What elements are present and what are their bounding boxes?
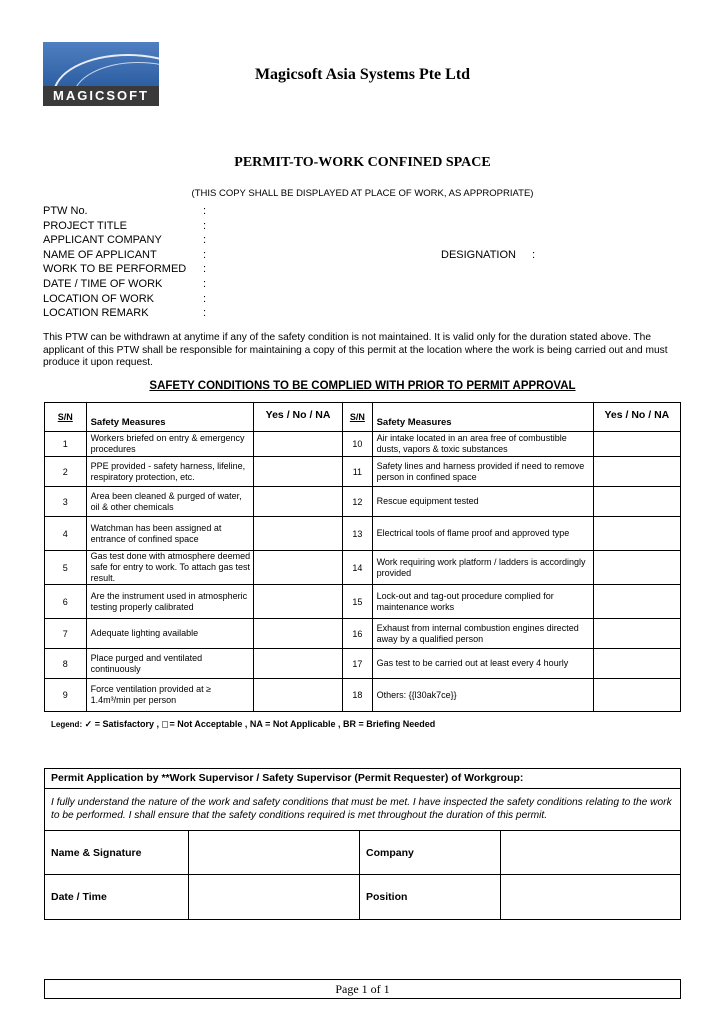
table-row <box>45 619 681 649</box>
legend-satisfactory: = Satisfactory , <box>94 719 159 729</box>
measure-cell: Gas test to be carried out at least every 4 hourly <box>372 649 593 679</box>
safety-heading: SAFETY CONDITIONS TO BE COMPLIED WITH PRIOR TO PERMIT APPROVAL <box>149 380 576 392</box>
col-yn-header: Yes / No / NA <box>593 403 680 432</box>
sn-cell: 4 <box>45 517 87 551</box>
table-row <box>45 679 681 712</box>
field-label: PROJECT TITLE <box>43 219 127 232</box>
col-sn-header: S/N <box>343 403 372 432</box>
measure-cell: Lock-out and tag-out procedure complied for maintenance works <box>372 585 593 619</box>
yn-input-cell[interactable] <box>253 619 342 649</box>
field-colon: : <box>203 205 207 217</box>
yn-input-cell[interactable] <box>593 551 680 585</box>
col-sn-header: S/N <box>45 403 87 432</box>
table-row <box>45 585 681 619</box>
field-colon: : <box>203 277 207 290</box>
name-signature-field[interactable] <box>189 831 360 875</box>
field-colon: : <box>203 234 207 247</box>
date-time-label: Date / Time <box>45 875 189 919</box>
field-label: LOCATION REMARK <box>43 307 149 320</box>
yn-input-cell[interactable] <box>593 585 680 619</box>
sn-cell: 16 <box>343 619 372 649</box>
permit-fields <box>43 204 683 321</box>
sn-cell: 5 <box>45 551 87 585</box>
table-header-row <box>45 403 681 432</box>
measure-cell: PPE provided - safety harness, lifeline, respiratory protection, etc. <box>86 457 253 487</box>
field-label: WORK TO BE PERFORMED <box>43 263 187 276</box>
sn-cell: 17 <box>343 649 372 679</box>
col-yn-header: Yes / No / NA <box>253 403 342 432</box>
sn-cell: 13 <box>343 517 372 551</box>
position-field[interactable] <box>501 875 680 919</box>
field-work-to-be-performed <box>43 262 683 277</box>
sn-cell: 7 <box>45 619 87 649</box>
yn-input-cell[interactable] <box>253 679 342 712</box>
sn-cell: 11 <box>343 457 372 487</box>
col-measures-header: Safety Measures <box>372 403 593 432</box>
sn-cell: 18 <box>343 679 372 712</box>
measure-cell: Work requiring work platform / ladders is accordingly provided <box>372 551 593 585</box>
measure-cell: Others: {{l30ak7ce}} <box>372 679 593 712</box>
measure-cell: Gas test done with atmosphere deemed safe for entry to work. To attach gas test result. <box>86 551 253 585</box>
field-label: PTW No. <box>43 205 88 217</box>
yn-input-cell[interactable] <box>593 517 680 551</box>
application-signature-grid <box>45 831 680 919</box>
field-colon: : <box>203 292 207 305</box>
sn-cell: 10 <box>343 432 372 457</box>
measure-cell: Rescue equipment tested <box>372 487 593 517</box>
field-project-title <box>43 219 683 234</box>
copy-note: (THIS COPY SHALL BE DISPLAYED AT PLACE OF WORK, AS APPROPRIATE) <box>191 188 534 199</box>
measure-cell: Safety lines and harness provided if need to remove person in confined space <box>372 457 593 487</box>
table-row <box>45 457 681 487</box>
yn-input-cell[interactable] <box>593 487 680 517</box>
table-row <box>45 649 681 679</box>
sn-cell: 9 <box>45 679 87 712</box>
col-measures-header: Safety Measures <box>86 403 253 432</box>
measure-cell: Air intake located in an area free of combustible dusts, vapors & toxic substances <box>372 432 593 457</box>
field-location-remark <box>43 306 683 321</box>
yn-input-cell[interactable] <box>253 432 342 457</box>
yn-input-cell[interactable] <box>593 457 680 487</box>
field-label: NAME OF APPLICANT <box>43 248 157 261</box>
sn-cell: 6 <box>45 585 87 619</box>
empty-box-icon <box>162 721 168 728</box>
field-date-time-of-work <box>43 277 683 292</box>
company-label: Company <box>360 831 501 875</box>
measure-cell: Adequate lighting available <box>86 619 253 649</box>
field-applicant-company <box>43 233 683 248</box>
measure-cell: Place purged and ventilated continuously <box>86 649 253 679</box>
yn-input-cell[interactable] <box>593 619 680 649</box>
company-name: Magicsoft Asia Systems Pte Ltd <box>254 66 471 83</box>
field-label: DATE / TIME OF WORK <box>43 277 163 290</box>
yn-input-cell[interactable] <box>593 649 680 679</box>
yn-input-cell[interactable] <box>253 551 342 585</box>
designation-colon: : <box>532 248 536 261</box>
measure-cell: Workers briefed on entry & emergency procedures <box>86 432 253 457</box>
legend-rest: = Not Acceptable , NA = Not Applicable , BR = Briefing Needed <box>169 719 436 729</box>
field-colon: : <box>203 307 207 320</box>
yn-input-cell[interactable] <box>253 457 342 487</box>
sn-cell: 12 <box>343 487 372 517</box>
table-row <box>45 487 681 517</box>
yn-input-cell[interactable] <box>253 487 342 517</box>
field-label: LOCATION OF WORK <box>43 292 155 305</box>
yn-input-cell[interactable] <box>593 432 680 457</box>
field-location-of-work <box>43 292 683 307</box>
field-colon: : <box>203 263 207 276</box>
document-title: PERMIT-TO-WORK CONFINED SPACE <box>234 155 491 170</box>
measure-cell: Exhaust from internal combustion engines directed away by a qualified person <box>372 619 593 649</box>
table-row <box>45 517 681 551</box>
field-label: APPLICANT COMPANY <box>43 234 162 247</box>
check-icon: ✓ <box>84 719 93 729</box>
measure-cell: Area been cleaned & purged of water, oil & other chemicals <box>86 487 253 517</box>
date-time-field[interactable] <box>189 875 360 919</box>
validity-notice: This PTW can be withdrawn at anytime if any of the safety condition is not maintained. It is valid only for the duration stated above. The applicant of this PTW shall be responsible for maintaining a copy of this permit at the location where the work is being carried out and must produce it upon request. <box>43 332 668 368</box>
yn-input-cell[interactable] <box>253 585 342 619</box>
sn-cell: 14 <box>343 551 372 585</box>
yn-input-cell[interactable] <box>253 517 342 551</box>
legend-label: Legend: <box>51 720 83 729</box>
company-field[interactable] <box>501 831 680 875</box>
measure-cell: Are the instrument used in atmospheric testing properly calibrated <box>86 585 253 619</box>
field-name-of-applicant <box>43 248 683 263</box>
safety-conditions-table <box>44 402 681 712</box>
table-row <box>45 432 681 457</box>
field-ptw-no <box>43 204 683 219</box>
field-colon: : <box>203 219 207 232</box>
position-label: Position <box>360 875 501 919</box>
field-colon: : <box>203 248 207 261</box>
application-heading: Permit Application by **Work Supervisor / Safety Supervisor (Permit Requester) of Workgroup: <box>45 769 680 789</box>
sn-cell: 2 <box>45 457 87 487</box>
name-signature-label: Name & Signature <box>45 831 189 875</box>
sn-cell: 8 <box>45 649 87 679</box>
measure-cell: Electrical tools of flame proof and approved type <box>372 517 593 551</box>
sn-cell: 3 <box>45 487 87 517</box>
measure-cell: Watchman has been assigned at entrance of confined space <box>86 517 253 551</box>
measure-cell: Force ventilation provided at ≥ 1.4m³/min per person <box>86 679 253 712</box>
yn-input-cell[interactable] <box>253 649 342 679</box>
sn-cell: 15 <box>343 585 372 619</box>
application-declaration: I fully understand the nature of the work and safety conditions that must be met. I have inspected the safety conditions relating to the work to be performed. I shall ensure that the safety conditions required is met throughout the duration of this permit. <box>45 789 680 831</box>
page-footer: Page 1 of 1 <box>44 979 681 999</box>
logo-text: MAGICSOFT <box>43 86 159 106</box>
yn-input-cell[interactable] <box>593 679 680 712</box>
table-row <box>45 551 681 585</box>
designation-label: DESIGNATION <box>441 248 516 261</box>
sn-cell: 1 <box>45 432 87 457</box>
permit-application-section <box>44 768 681 920</box>
legend <box>51 719 435 730</box>
